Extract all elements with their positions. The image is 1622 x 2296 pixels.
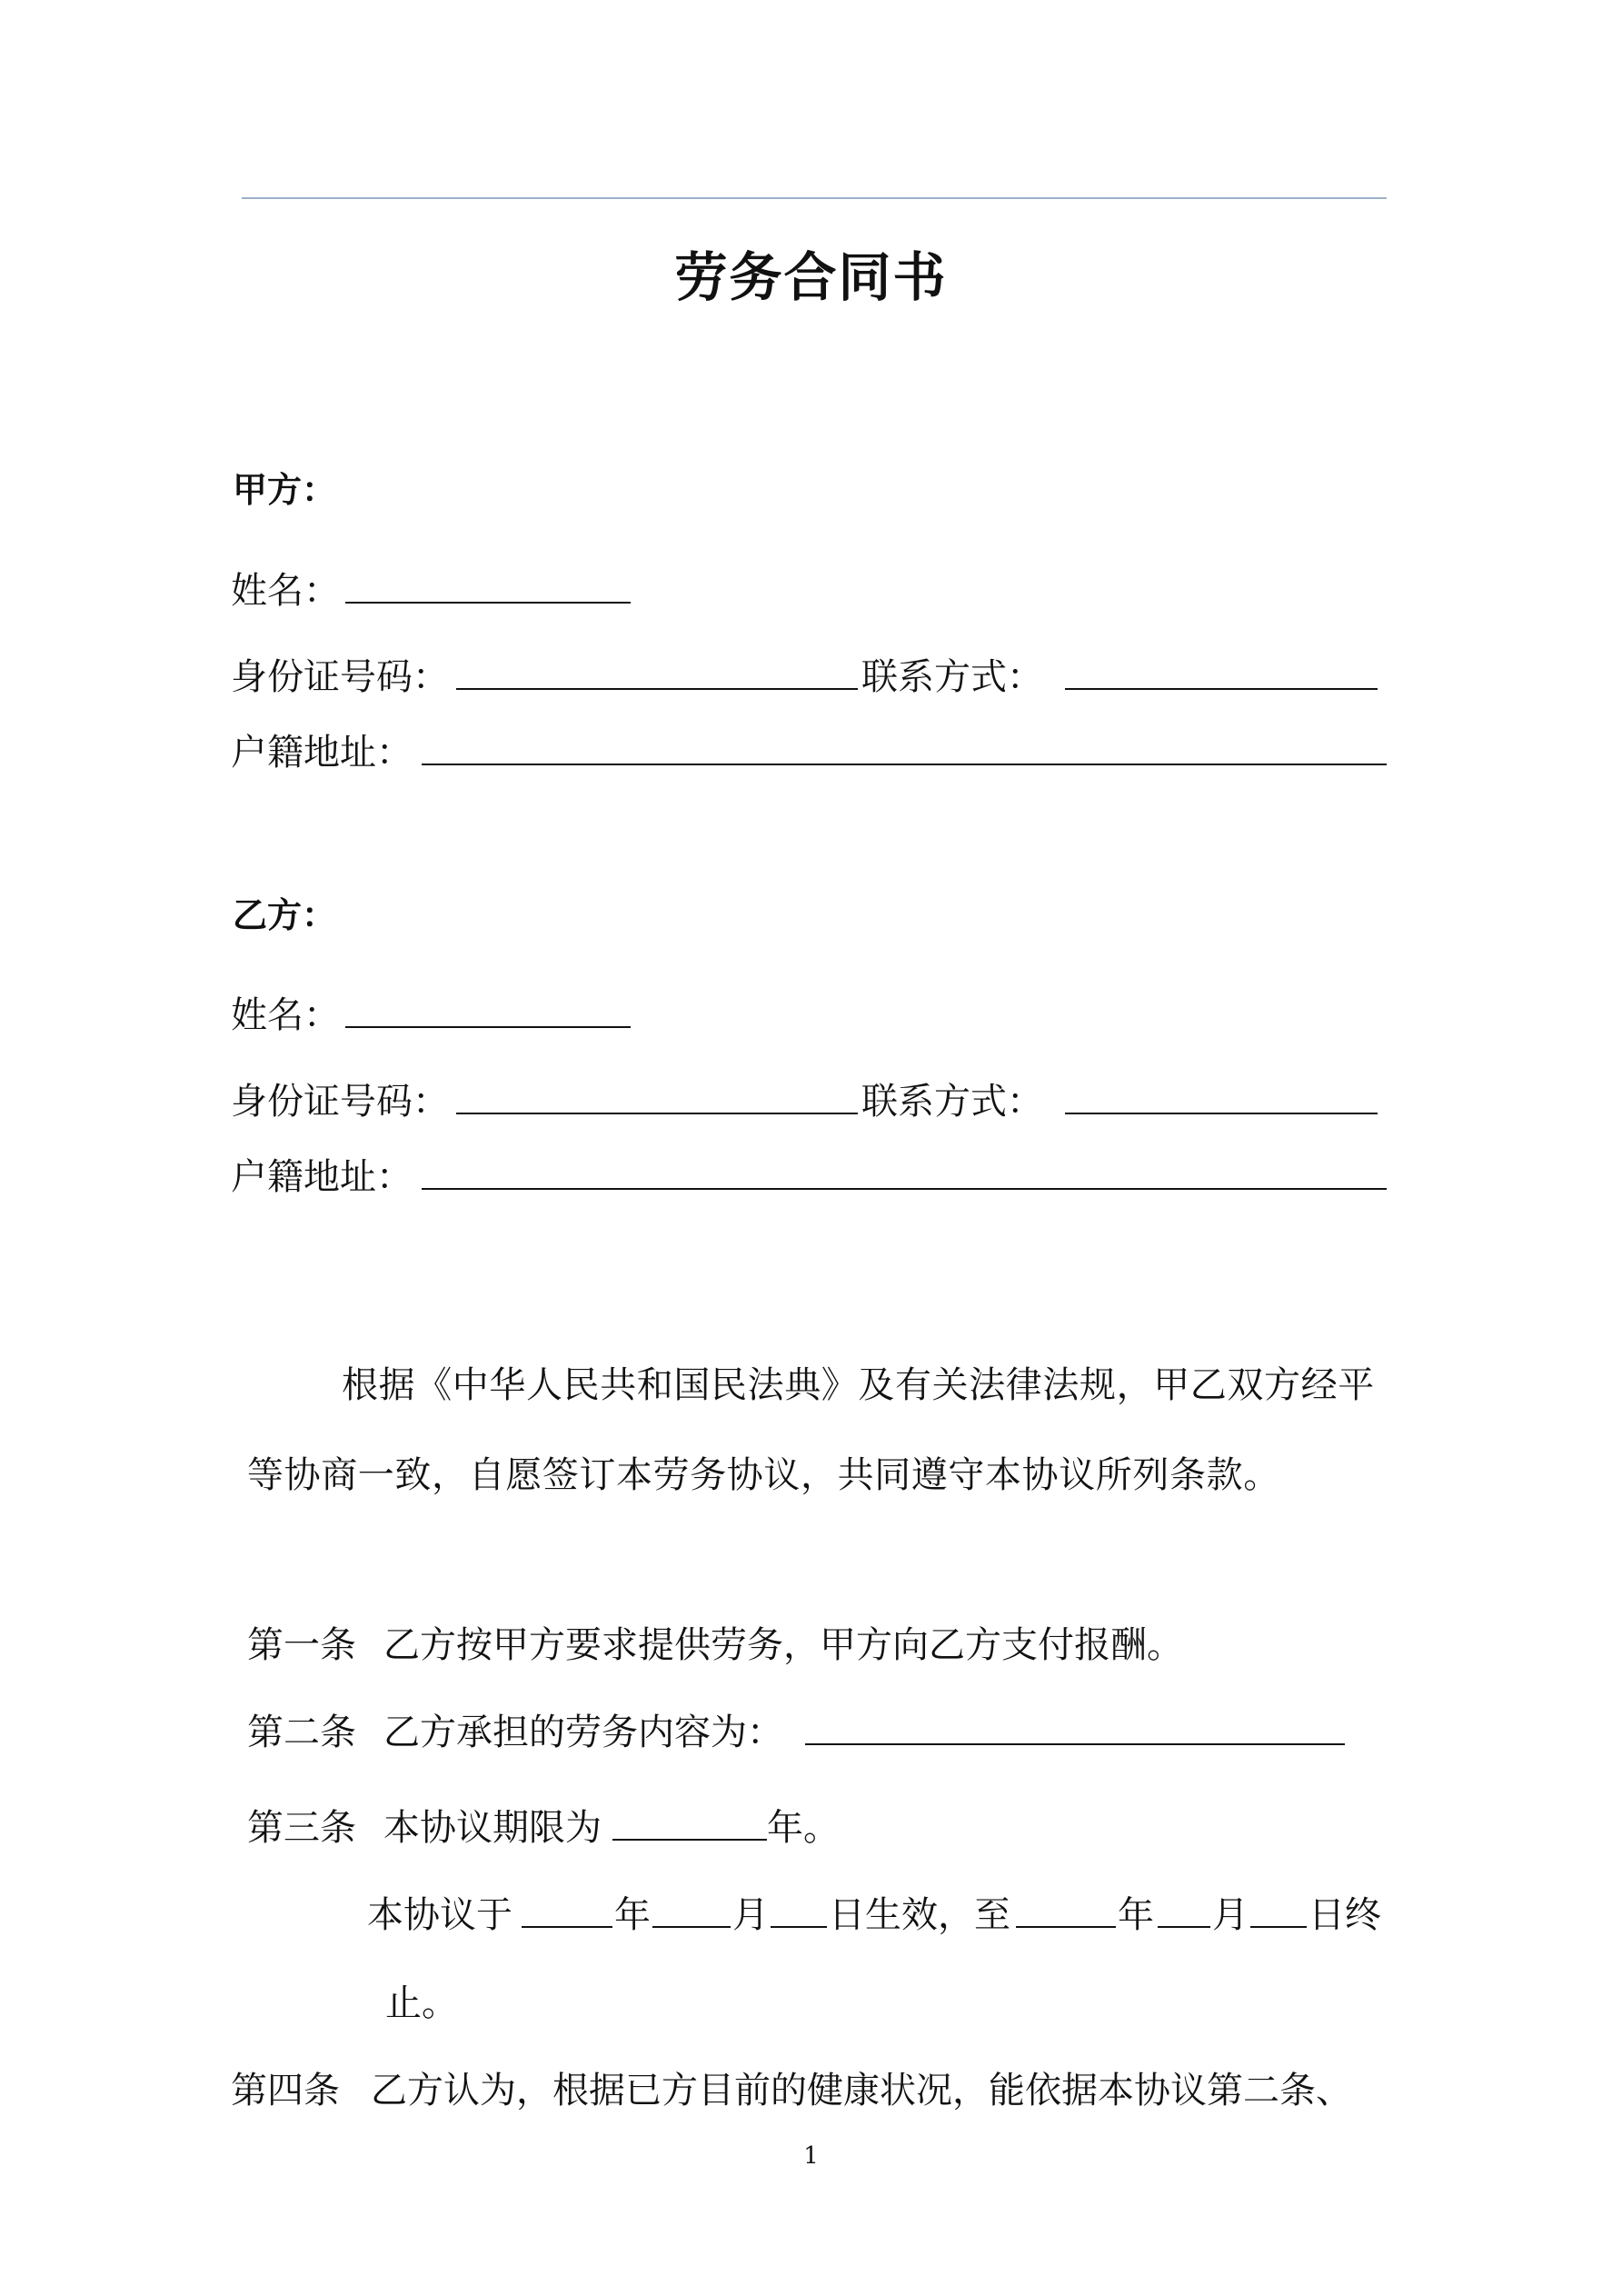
party-b-name-field[interactable] [345,1026,631,1028]
article-2-content-field[interactable] [805,1743,1345,1745]
party-b-address-label: 户籍地址： [231,1156,413,1198]
party-b-id-label: 身份证号码： [231,1081,449,1123]
party-b-address-field[interactable] [422,1188,1387,1190]
end-day-field[interactable] [1250,1926,1307,1928]
article-4-text: 乙方认为，根据已方目前的健康状况，能依据本协议第二条、 [371,2070,1352,2111]
party-a-contact-field[interactable] [1065,688,1378,690]
party-a-name-label: 姓名： [231,570,340,612]
party-a-id-label: 身份证号码： [231,656,449,698]
article-4-number: 第四条 [231,2070,340,2111]
end-month-field[interactable] [1158,1926,1210,1928]
term-start-prefix: 本协议于 [367,1894,512,1936]
start-day-field[interactable] [771,1926,827,1928]
party-a-name-field[interactable] [345,602,631,604]
party-a-contact-label: 联系方式： [861,656,1043,698]
header-rule [242,197,1387,199]
article-1-number: 第一条 [247,1624,356,1666]
start-year-unit: 年 [614,1894,651,1936]
start-month-field[interactable] [652,1926,731,1928]
party-b-header: 乙方： [233,895,337,935]
party-a-id-field[interactable] [456,688,858,690]
end-day-terminate: 日终 [1309,1894,1381,1936]
party-a-address-field[interactable] [422,764,1387,765]
party-b-name-label: 姓名： [231,994,340,1036]
start-month-unit: 月 [732,1894,769,1936]
article-3-years-field[interactable] [612,1839,767,1841]
document-title: 劳务合同书 [674,246,948,308]
party-b-id-field[interactable] [456,1113,858,1114]
article-3-text-pre: 本协议期限为 [383,1807,602,1849]
article-3-text-post: 年。 [767,1807,840,1849]
start-year-field[interactable] [522,1926,612,1928]
party-a-header: 甲方： [233,470,337,510]
party-a-address-label: 户籍地址： [231,732,413,774]
article-1-text: 乙方按甲方要求提供劳务，甲方向乙方支付报酬。 [383,1624,1183,1666]
party-b-contact-label: 联系方式： [861,1081,1043,1123]
preamble-line-1: 根据《中华人民共和国民法典》及有关法律法规，甲乙双方经平 [342,1364,1375,1406]
article-2-number: 第二条 [247,1712,356,1753]
term-end-suffix: 止。 [385,1982,458,2024]
preamble-line-2: 等协商一致，自愿签订本劳务协议，共同遵守本协议所列条款。 [247,1454,1280,1496]
party-b-contact-field[interactable] [1065,1113,1378,1114]
end-year-field[interactable] [1016,1926,1116,1928]
start-day-effective: 日生效，至 [829,1894,1010,1936]
article-2-text: 乙方承担的劳务内容为： [383,1712,783,1753]
end-month-unit: 月 [1212,1894,1249,1936]
end-year-unit: 年 [1118,1894,1154,1936]
page-number: 1 [803,2142,819,2170]
article-3-number: 第三条 [247,1807,356,1849]
